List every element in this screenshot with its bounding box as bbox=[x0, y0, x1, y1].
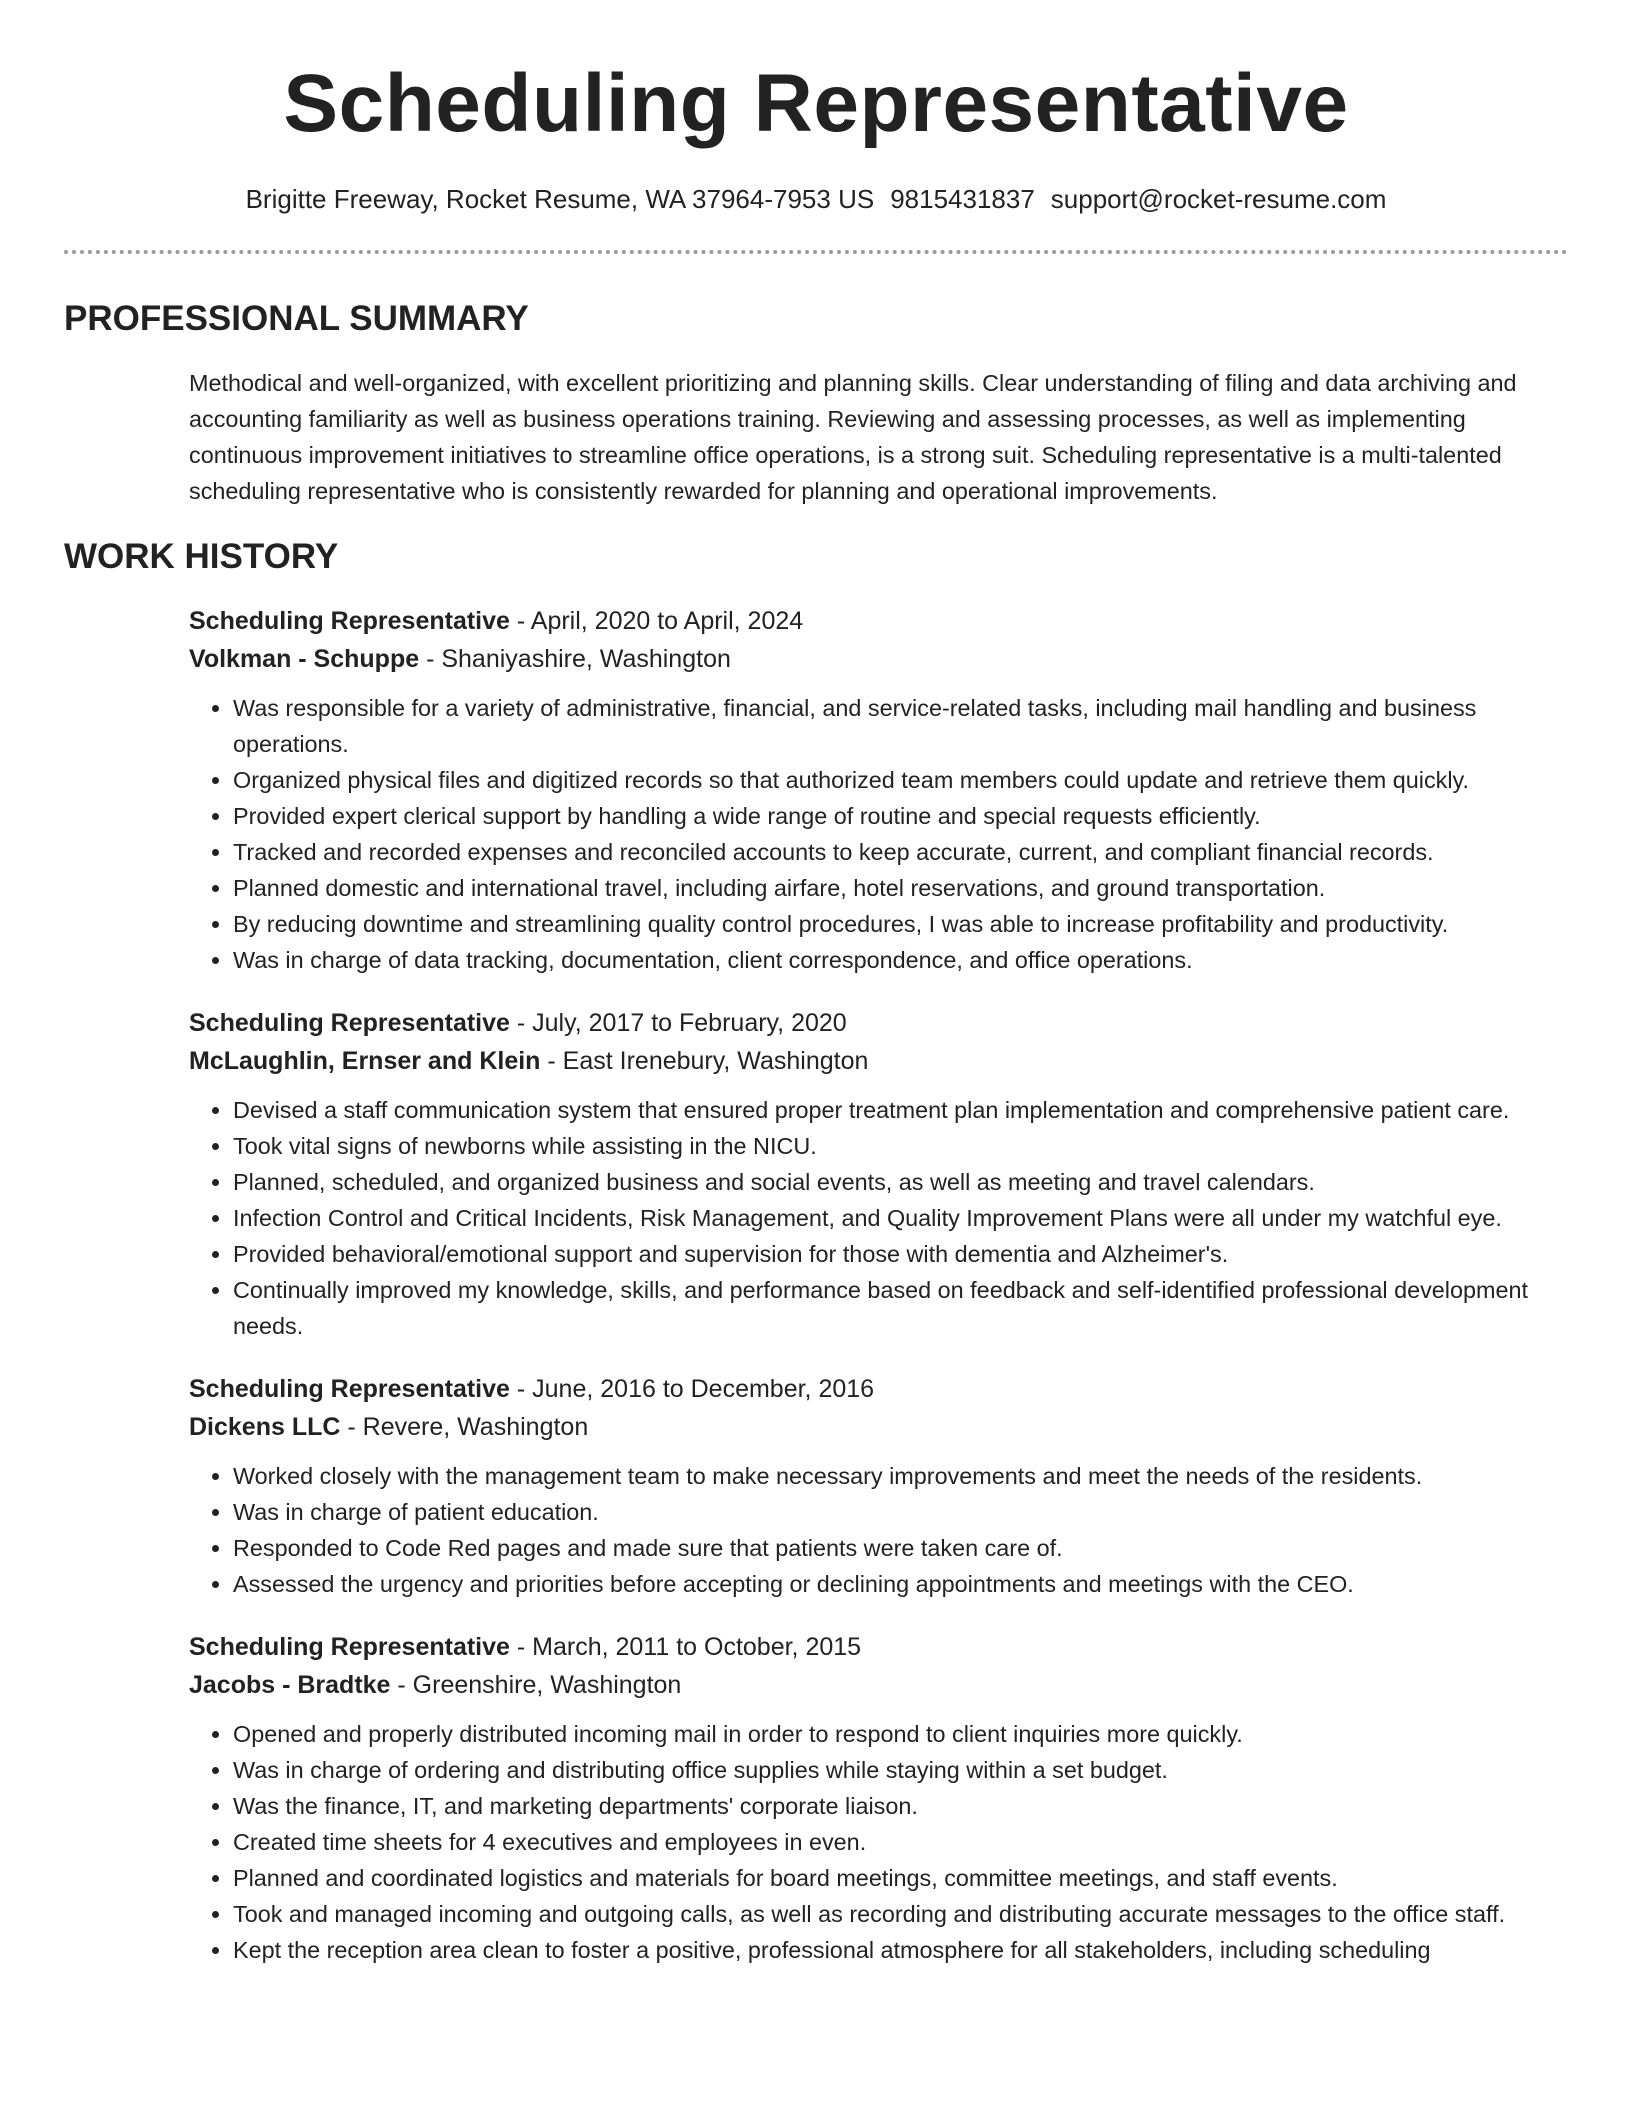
job-company: McLaughlin, Ernser and Klein bbox=[189, 1047, 541, 1075]
job-bullet: • Planned domestic and international travel, including airfare, hotel reservations, and ground transportation. bbox=[233, 870, 1569, 906]
job-bullet: • Provided behavioral/emotional support and supervision for those with dementia and Alzheimer's. bbox=[233, 1236, 1569, 1272]
job-bullet: • Responded to Code Red pages and made sure that patients were taken care of. bbox=[233, 1530, 1569, 1566]
job-bullet-list bbox=[189, 1716, 1569, 1968]
job-bullet: • Infection Control and Critical Incidents, Risk Management, and Quality Improvement Plans were all under my watchful eye. bbox=[233, 1200, 1569, 1236]
job-company-line bbox=[189, 640, 1569, 678]
job-bullet: • Worked closely with the management team to make necessary improvements and meet the needs of the residents. bbox=[233, 1458, 1569, 1494]
job-title: Scheduling Representative bbox=[189, 1009, 510, 1037]
job-bullet: • Devised a staff communication system that ensured proper treatment plan implementation and comprehensive patient care. bbox=[233, 1092, 1569, 1128]
summary-heading: PROFESSIONAL SUMMARY bbox=[64, 299, 529, 338]
job-company: Dickens LLC bbox=[189, 1413, 341, 1441]
job-bullet: • Organized physical files and digitized records so that authorized team members could update and retrieve them quickly. bbox=[233, 762, 1569, 798]
job-bullet: • Created time sheets for 4 executives and employees in even. bbox=[233, 1824, 1569, 1860]
job-dates: - April, 2020 to April, 2024 bbox=[509, 607, 804, 635]
job-location: - East Irenebury, Washington bbox=[540, 1047, 869, 1075]
job-title: Scheduling Representative bbox=[189, 1633, 510, 1661]
job-location: - Greenshire, Washington bbox=[390, 1671, 682, 1699]
job-bullet-list bbox=[189, 1458, 1569, 1602]
job-bullet: • By reducing downtime and streamlining quality control procedures, I was able to increase profitability and productivity. bbox=[233, 906, 1569, 942]
job-bullet: • Was in charge of data tracking, documentation, client correspondence, and office operations. bbox=[233, 942, 1569, 978]
job-title: Scheduling Representative bbox=[189, 607, 510, 635]
job-dates: - July, 2017 to February, 2020 bbox=[509, 1009, 847, 1037]
job-entry bbox=[189, 1004, 1569, 1344]
job-entry bbox=[189, 1370, 1569, 1602]
job-bullet: • Planned, scheduled, and organized business and social events, as well as meeting and travel calendars. bbox=[233, 1164, 1569, 1200]
job-bullet: • Opened and properly distributed incoming mail in order to respond to client inquiries more quickly. bbox=[233, 1716, 1569, 1752]
job-bullet: • Provided expert clerical support by handling a wide range of routine and special requests efficiently. bbox=[233, 798, 1569, 834]
contact-address: Brigitte Freeway, Rocket Resume, WA 37964-7953 US bbox=[245, 184, 875, 214]
job-entry bbox=[189, 602, 1569, 978]
job-bullet: • Assessed the urgency and priorities before accepting or declining appointments and meetings with the CEO. bbox=[233, 1566, 1569, 1602]
job-title-line bbox=[189, 1370, 1569, 1408]
work-history-list bbox=[189, 602, 1569, 1994]
job-bullet: • Took vital signs of newborns while assisting in the NICU. bbox=[233, 1128, 1569, 1164]
job-dates: - June, 2016 to December, 2016 bbox=[509, 1375, 875, 1403]
job-company: Jacobs - Bradtke bbox=[189, 1671, 391, 1699]
job-title-line bbox=[189, 1628, 1569, 1666]
job-title-line bbox=[189, 1004, 1569, 1042]
job-bullet-list bbox=[189, 1092, 1569, 1344]
work-history-heading: WORK HISTORY bbox=[64, 537, 339, 576]
job-bullet: • Continually improved my knowledge, skills, and performance based on feedback and self-identified professional development needs. bbox=[233, 1272, 1569, 1344]
job-bullet: • Was responsible for a variety of administrative, financial, and service-related tasks, including mail handling and business operations. bbox=[233, 690, 1569, 762]
job-entry bbox=[189, 1628, 1569, 1968]
job-company: Volkman - Schuppe bbox=[189, 645, 420, 673]
job-dates: - March, 2011 to October, 2015 bbox=[509, 1633, 862, 1661]
job-bullet: • Took and managed incoming and outgoing calls, as well as recording and distributing accurate messages to the office staff. bbox=[233, 1896, 1569, 1932]
job-bullet: • Was the finance, IT, and marketing departments' corporate liaison. bbox=[233, 1788, 1569, 1824]
job-title: Scheduling Representative bbox=[189, 1375, 510, 1403]
job-company-line bbox=[189, 1666, 1569, 1704]
page-title: Scheduling Representative bbox=[283, 58, 1349, 149]
job-title-line bbox=[189, 602, 1569, 640]
contact-email: support@rocket-resume.com bbox=[1050, 184, 1387, 214]
job-bullet: • Planned and coordinated logistics and materials for board meetings, committee meetings, and staff events. bbox=[233, 1860, 1569, 1896]
job-location: - Revere, Washington bbox=[340, 1413, 589, 1441]
job-bullet: • Was in charge of ordering and distributing office supplies while staying within a set budget. bbox=[233, 1752, 1569, 1788]
header-divider bbox=[64, 250, 1568, 254]
job-location: - Shaniyashire, Washington bbox=[419, 645, 731, 673]
job-bullet: • Was in charge of patient education. bbox=[233, 1494, 1569, 1530]
summary-text: Methodical and well-organized, with excellent prioritizing and planning skills. Clear understanding of filing and data archiving and accounting familiarity as well as business operations training. Reviewing and assessing processes, as well as implementing continuous improvement initiatives to streamline office operations, is a strong suit. Scheduling representative is a multi-talented scheduling representative who is consistently rewarded for planning and operational improvements. bbox=[189, 370, 1517, 504]
job-company-line bbox=[189, 1042, 1569, 1080]
job-bullet: • Kept the reception area clean to foster a positive, professional atmosphere for all stakeholders, including scheduling bbox=[233, 1932, 1569, 1968]
job-bullet-list bbox=[189, 690, 1569, 978]
job-company-line bbox=[189, 1408, 1569, 1446]
contact-phone: 9815431837 bbox=[890, 184, 1035, 214]
job-bullet: • Tracked and recorded expenses and reconciled accounts to keep accurate, current, and compliant financial records. bbox=[233, 834, 1569, 870]
contact-line bbox=[0, 182, 1632, 216]
